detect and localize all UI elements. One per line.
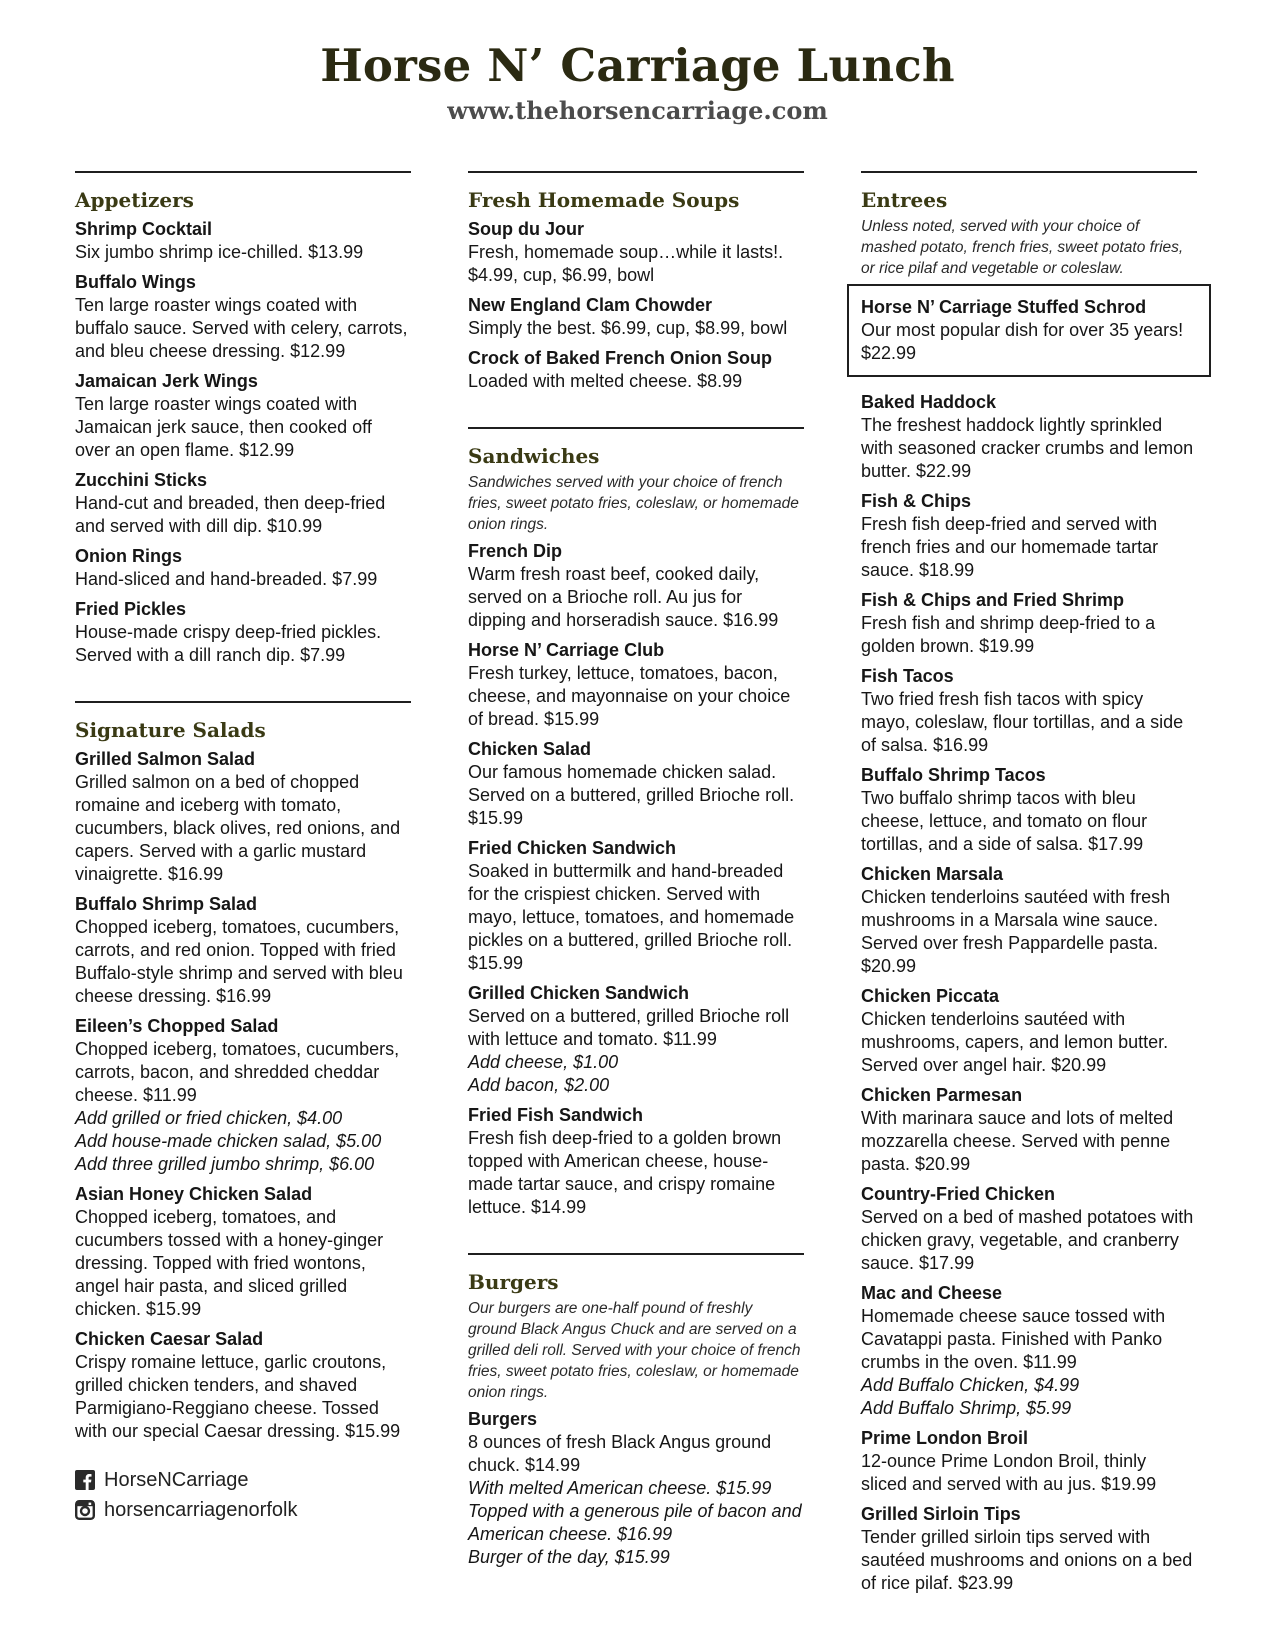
item-description: Our most popular dish for over 35 years! $22.99 <box>861 320 1184 363</box>
item-name: Fish & Chips <box>861 491 972 511</box>
menu-item <box>75 748 411 886</box>
section-appetizers <box>75 171 411 667</box>
menu-item <box>861 490 1197 582</box>
facebook-handle: HorseNCarriage <box>104 1469 249 1491</box>
item-name: Grilled Chicken Sandwich <box>468 983 690 1003</box>
menu-item <box>75 271 411 363</box>
menu-item <box>75 598 411 667</box>
item-description: With marinara sauce and lots of melted mozzarella cheese. Served with penne pasta. $20.99 <box>861 1108 1174 1174</box>
menu-item <box>861 1503 1197 1595</box>
item-addon: Add Buffalo Chicken, $4.99 <box>861 1375 1080 1395</box>
menu-item <box>468 347 804 393</box>
item-name: Baked Haddock <box>861 392 997 412</box>
section-title: Signature Salads <box>75 718 266 742</box>
menu-item <box>861 665 1197 757</box>
section-salads <box>75 701 411 1525</box>
section-entrees <box>861 171 1197 1595</box>
menu-item <box>861 1183 1197 1275</box>
item-description: Fresh turkey, lettuce, tomatoes, bacon, cheese, and mayonnaise on your choice of bread. $15.99 <box>468 663 791 729</box>
item-name: Burgers <box>468 1409 538 1429</box>
item-description: Chopped iceberg, tomatoes, cucumbers, carrots, and red onion. Topped with fried Buffalo-style shrimp and served with bleu cheese dressing. $16.99 <box>75 917 403 1006</box>
section-divider <box>468 171 804 173</box>
item-name: Mac and Cheese <box>861 1283 1003 1303</box>
item-name: Soup du Jour <box>468 219 584 239</box>
item-addon: Topped with a generous pile of bacon and American cheese. $16.99 <box>468 1501 802 1544</box>
item-name: Jamaican Jerk Wings <box>75 371 258 391</box>
item-name: Horse N’ Carriage Stuffed Schrod <box>861 297 1147 317</box>
item-description: Loaded with melted cheese. $8.99 <box>468 371 743 391</box>
section-soups <box>468 171 804 393</box>
menu-item <box>861 1427 1197 1496</box>
item-description: Fresh fish and shrimp deep-fried to a golden brown. $19.99 <box>861 613 1156 656</box>
item-name: Zucchini Sticks <box>75 470 208 490</box>
item-description: Ten large roaster wings coated with Jamaican jerk sauce, then cooked off over an open flame. $12.99 <box>75 394 372 460</box>
menu-item <box>468 218 804 287</box>
item-name: Chicken Marsala <box>861 864 1004 884</box>
item-description: Ten large roaster wings coated with buffalo sauce. Served with celery, carrots, and bleu cheese dressing. $12.99 <box>75 295 408 361</box>
item-addon: Add bacon, $2.00 <box>468 1075 610 1095</box>
instagram-link[interactable] <box>75 1495 411 1525</box>
menu-item <box>75 218 411 264</box>
item-description: Chicken tenderloins sautéed with mushrooms, capers, and lemon butter. Served over angel hair. $20.99 <box>861 1009 1169 1075</box>
menu-item <box>468 639 804 731</box>
item-description: Homemade cheese sauce tossed with Cavatappi pasta. Finished with Panko crumbs in the oven. $11.99 <box>861 1306 1166 1372</box>
section-divider <box>468 427 804 429</box>
section-note: Unless noted, served with your choice of mashed potato, french fries, sweet potato fries, or rice pilaf and vegetable or coleslaw. <box>861 218 1184 277</box>
section-title: Fresh Homemade Soups <box>468 188 740 212</box>
section-title: Appetizers <box>75 188 194 212</box>
item-description: Fresh fish deep-fried to a golden brown topped with American cheese, house-made tartar sauce, and crispy romaine lettuce. $14.99 <box>468 1128 782 1217</box>
featured-item-box <box>847 284 1211 377</box>
item-name: Fried Chicken Sandwich <box>468 838 677 858</box>
menu-item <box>468 294 804 340</box>
section-title: Burgers <box>468 1270 559 1294</box>
menu-item <box>75 545 411 591</box>
item-name: Crock of Baked French Onion Soup <box>468 348 773 368</box>
item-addon: Add Buffalo Shrimp, $5.99 <box>861 1398 1072 1418</box>
item-description: Simply the best. $6.99, cup, $8.99, bowl <box>468 318 788 338</box>
menu-item <box>861 589 1197 658</box>
item-name: Asian Honey Chicken Salad <box>75 1184 313 1204</box>
section-divider <box>468 1253 804 1255</box>
facebook-link[interactable] <box>75 1465 411 1495</box>
column-right <box>861 171 1197 1629</box>
section-title: Entrees <box>861 188 948 212</box>
menu-item <box>468 540 804 632</box>
item-description: Hand-cut and breaded, then deep-fried and served with dill dip. $10.99 <box>75 493 386 536</box>
item-description: Hand-sliced and hand-breaded. $7.99 <box>75 569 378 589</box>
item-addon: Add three grilled jumbo shrimp, $6.00 <box>75 1154 375 1174</box>
menu-header <box>0 38 1275 126</box>
item-description: 12-ounce Prime London Broil, thinly sliced and served with au jus. $19.99 <box>861 1451 1157 1494</box>
item-name: Shrimp Cocktail <box>75 219 213 239</box>
menu-item <box>861 863 1197 978</box>
menu-item <box>861 1084 1197 1176</box>
menu-item <box>75 1183 411 1321</box>
item-description: Our famous homemade chicken salad. Served on a buttered, grilled Brioche roll. $15.99 <box>468 762 795 828</box>
item-description: Warm fresh roast beef, cooked daily, served on a Brioche roll. Au jus for dipping and horseradish sauce. $16.99 <box>468 564 779 630</box>
menu-item <box>861 391 1197 483</box>
item-description: Fresh, homemade soup…while it lasts!. $4.99, cup, $6.99, bowl <box>468 242 784 285</box>
item-description: Fresh fish deep-fried and served with french fries and our homemade tartar sauce. $18.99 <box>861 514 1159 580</box>
menu-item <box>468 982 804 1097</box>
item-description: Served on a bed of mashed potatoes with chicken gravy, vegetable, and cranberry sauce. $17.99 <box>861 1207 1194 1273</box>
item-description: Chopped iceberg, tomatoes, cucumbers, carrots, bacon, and shredded cheddar cheese. $11.99 <box>75 1039 400 1105</box>
menu-item <box>75 893 411 1008</box>
section-divider <box>75 701 411 703</box>
item-name: Buffalo Shrimp Tacos <box>861 765 1046 785</box>
item-addon: Add house-made chicken salad, $5.00 <box>75 1131 382 1151</box>
item-addon: With melted American cheese. $15.99 <box>468 1478 772 1498</box>
item-description: 8 ounces of fresh Black Angus ground chuck. $14.99 <box>468 1432 772 1475</box>
section-sandwiches <box>468 427 804 1219</box>
menu-item <box>861 985 1197 1077</box>
menu-item <box>468 837 804 975</box>
item-name: Fish & Chips and Fried Shrimp <box>861 590 1125 610</box>
section-divider <box>861 171 1197 173</box>
item-name: New England Clam Chowder <box>468 295 713 315</box>
menu-item <box>468 1408 804 1569</box>
item-name: Fried Fish Sandwich <box>468 1105 644 1125</box>
item-name: Onion Rings <box>75 546 182 566</box>
menu-item <box>861 764 1197 856</box>
item-description: Soaked in buttermilk and hand-breaded for the crispiest chicken. Served with mayo, lettuce, tomatoes, and homemade pickles on a buttered, grilled Brioche roll. $15.99 <box>468 861 795 973</box>
menu-item <box>75 370 411 462</box>
menu-item <box>75 469 411 538</box>
column-middle <box>468 171 804 1603</box>
menu-item <box>468 738 804 830</box>
menu-item <box>468 1104 804 1219</box>
facebook-icon <box>75 1470 95 1490</box>
menu-title: Horse N’ Carriage Lunch <box>320 39 955 92</box>
item-description: Chicken tenderloins sautéed with fresh mushrooms in a Marsala wine sauce. Served over fresh Pappardelle pasta. $20.99 <box>861 887 1171 976</box>
item-name: Country-Fried Chicken <box>861 1184 1056 1204</box>
item-name: Chicken Parmesan <box>861 1085 1023 1105</box>
instagram-icon <box>75 1500 95 1520</box>
item-description: Crispy romaine lettuce, garlic croutons, grilled chicken tenders, and shaved Parmigiano-Reggiano cheese. Tossed with our special Caesar dressing. $15.99 <box>75 1352 401 1441</box>
item-name: Grilled Sirloin Tips <box>861 1504 1021 1524</box>
menu-item <box>75 1015 411 1176</box>
column-left <box>75 171 411 1559</box>
website-link[interactable]: www.thehorsencarriage.com <box>447 96 828 125</box>
item-name: Fish Tacos <box>861 666 954 686</box>
section-title: Sandwiches <box>468 444 600 468</box>
item-description: Two buffalo shrimp tacos with bleu cheese, lettuce, and tomato on flour tortillas, and a side of salsa. $17.99 <box>861 788 1148 854</box>
item-name: Buffalo Shrimp Salad <box>75 894 258 914</box>
instagram-handle: horsencarriagenorfolk <box>104 1499 298 1521</box>
item-name: Chicken Caesar Salad <box>75 1329 264 1349</box>
item-name: Fried Pickles <box>75 599 187 619</box>
item-name: Chicken Piccata <box>861 986 1000 1006</box>
item-name: Buffalo Wings <box>75 272 196 292</box>
item-name: Grilled Salmon Salad <box>75 749 256 769</box>
item-description: Two fried fresh fish tacos with spicy mayo, coleslaw, flour tortillas, and a side of salsa. $16.99 <box>861 689 1184 755</box>
menu-item <box>861 1282 1197 1420</box>
section-note: Our burgers are one-half pound of freshly ground Black Angus Chuck and are served on a grilled deli roll. Served with your choice of french fries, sweet potato fries, coleslaw, or homemade onion rings. <box>468 1300 801 1401</box>
item-name: Eileen’s Chopped Salad <box>75 1016 279 1036</box>
item-addon: Add cheese, $1.00 <box>468 1052 619 1072</box>
item-description: The freshest haddock lightly sprinkled with seasoned cracker crumbs and lemon butter. $22.99 <box>861 415 1194 481</box>
social-links <box>75 1465 411 1525</box>
item-description: Grilled salmon on a bed of chopped romaine and iceberg with tomato, cucumbers, black olives, red onions, and capers. Served with a garlic mustard vinaigrette. $16.99 <box>75 772 401 884</box>
menu-item <box>75 1328 411 1443</box>
item-description: House-made crispy deep-fried pickles. Served with a dill ranch dip. $7.99 <box>75 622 382 665</box>
item-addon: Add grilled or fried chicken, $4.00 <box>75 1108 343 1128</box>
section-burgers <box>468 1253 804 1569</box>
item-addon: Burger of the day, $15.99 <box>468 1547 670 1567</box>
item-name: French Dip <box>468 541 563 561</box>
item-name: Chicken Salad <box>468 739 592 759</box>
item-name: Horse N’ Carriage Club <box>468 640 665 660</box>
section-divider <box>75 171 411 173</box>
item-name: Prime London Broil <box>861 1428 1029 1448</box>
item-description: Served on a buttered, grilled Brioche roll with lettuce and tomato. $11.99 <box>468 1006 790 1049</box>
section-note: Sandwiches served with your choice of french fries, sweet potato fries, coleslaw, or homemade onion rings. <box>468 474 799 533</box>
item-description: Chopped iceberg, tomatoes, and cucumbers tossed with a honey-ginger dressing. Topped with fried wontons, angel hair pasta, and sliced grilled chicken. $15.99 <box>75 1207 384 1319</box>
item-description: Tender grilled sirloin tips served with sautéed mushrooms and onions on a bed of rice pilaf. $23.99 <box>861 1527 1193 1593</box>
item-description: Six jumbo shrimp ice-chilled. $13.99 <box>75 242 364 262</box>
